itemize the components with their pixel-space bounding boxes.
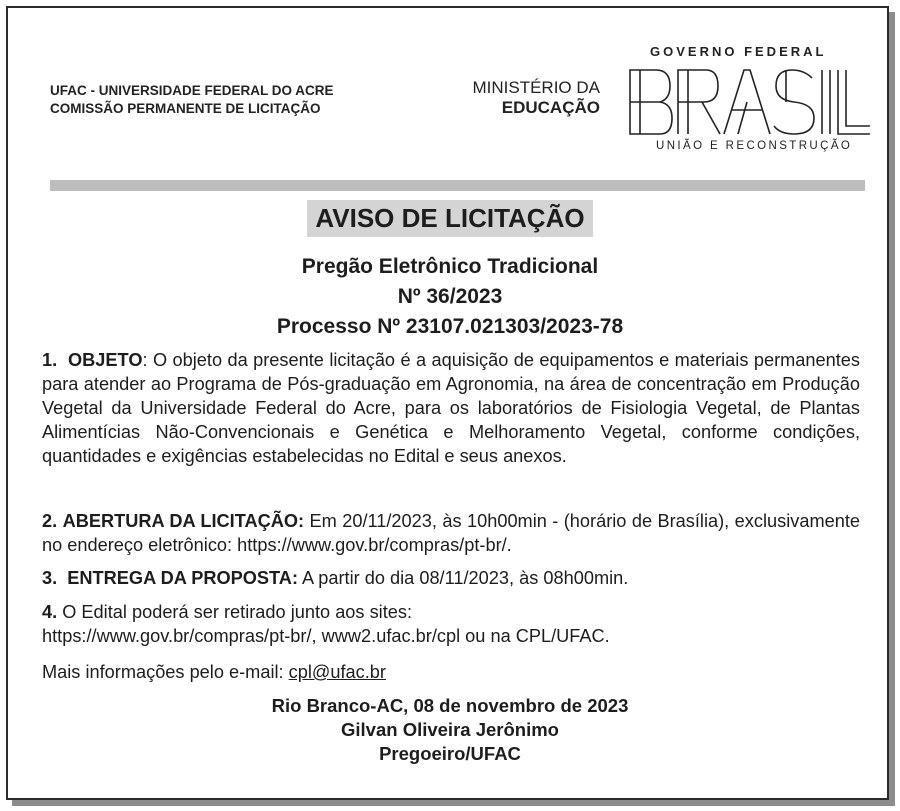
item-text: A partir do dia 08/11/2023, às 08h00min. xyxy=(298,568,629,588)
brasil-wordmark-icon xyxy=(626,66,872,138)
header-divider xyxy=(50,180,865,191)
email-link[interactable]: cpl@ufac.br xyxy=(288,662,386,682)
notice-title: AVISO DE LICITAÇÃO xyxy=(307,200,592,237)
notice-number: Nº 36/2023 xyxy=(397,285,503,308)
item-number: 3. xyxy=(42,568,58,588)
item-objeto xyxy=(42,348,860,468)
item-sites: https://www.gov.br/compras/pt-br/, www2.ufac.br/cpl ou na CPL/UFAC. xyxy=(42,626,610,646)
notice-modality: Pregão Eletrônico Tradicional xyxy=(301,255,599,278)
org-name: UFAC - UNIVERSIDADE FEDERAL DO ACRE xyxy=(50,83,334,98)
contact-line xyxy=(42,660,860,684)
ministry-education: EDUCAÇÃO xyxy=(501,98,600,117)
signature-role: Pregoeiro/UFAC xyxy=(379,743,521,764)
item-number: 4. xyxy=(42,602,58,622)
org-commission: COMISSÃO PERMANENTE DE LICITAÇÃO xyxy=(50,101,321,116)
item-edital xyxy=(42,600,860,648)
notice-title-wrap xyxy=(0,200,900,237)
item-text: O Edital poderá ser retirado junto aos sites: xyxy=(57,602,413,622)
item-number: 2. xyxy=(42,511,58,531)
organization-block xyxy=(50,82,334,118)
governo-federal-label: GOVERNO FEDERAL xyxy=(650,44,827,59)
contact-text: Mais informações pelo e-mail: xyxy=(42,662,289,682)
notice-process: Processo Nº 23107.021303/2023-78 xyxy=(276,315,624,338)
slogan-label: UNIÃO E RECONSTRUÇÃO xyxy=(656,140,853,152)
ministry-label: MINISTÉRIO DA xyxy=(472,78,600,97)
item-label: OBJETO xyxy=(68,350,143,370)
item-label: ENTREGA DA PROPOSTA: xyxy=(67,568,298,588)
item-abertura xyxy=(42,509,860,557)
signature-place-date: Rio Branco-AC, 08 de novembro de 2023 xyxy=(271,695,629,716)
signature-name: Gilvan Oliveira Jerônimo xyxy=(341,719,559,740)
ministry-block xyxy=(460,78,600,118)
item-entrega xyxy=(42,566,860,590)
governo-federal-logo xyxy=(626,44,872,159)
item-number: 1. xyxy=(42,350,58,370)
item-text: Em 20/11/2023, às 10h00min - (horário de Brasília), exclusivamente no endereço eletrônico: https://www.gov.br/compras/pt-br/. xyxy=(42,511,860,555)
item-text: : O objeto da presente licitação é a aquisição de equipamentos e materiais permanentes para atender ao Programa de Pós-graduação em Agronomia, na área de concentração em Produção Vegetal da Universidade Federal do Acre, para os laboratórios de Fisiologia Vegetal, de Plantas Alimentícias Não-Convencionais e Genética e Melhoramento Vegetal, conforme condições, quantidades e exigências estabelecidas no Edital e seus anexos. xyxy=(42,350,860,466)
item-label: ABERTURA DA LICITAÇÃO: xyxy=(62,511,305,531)
